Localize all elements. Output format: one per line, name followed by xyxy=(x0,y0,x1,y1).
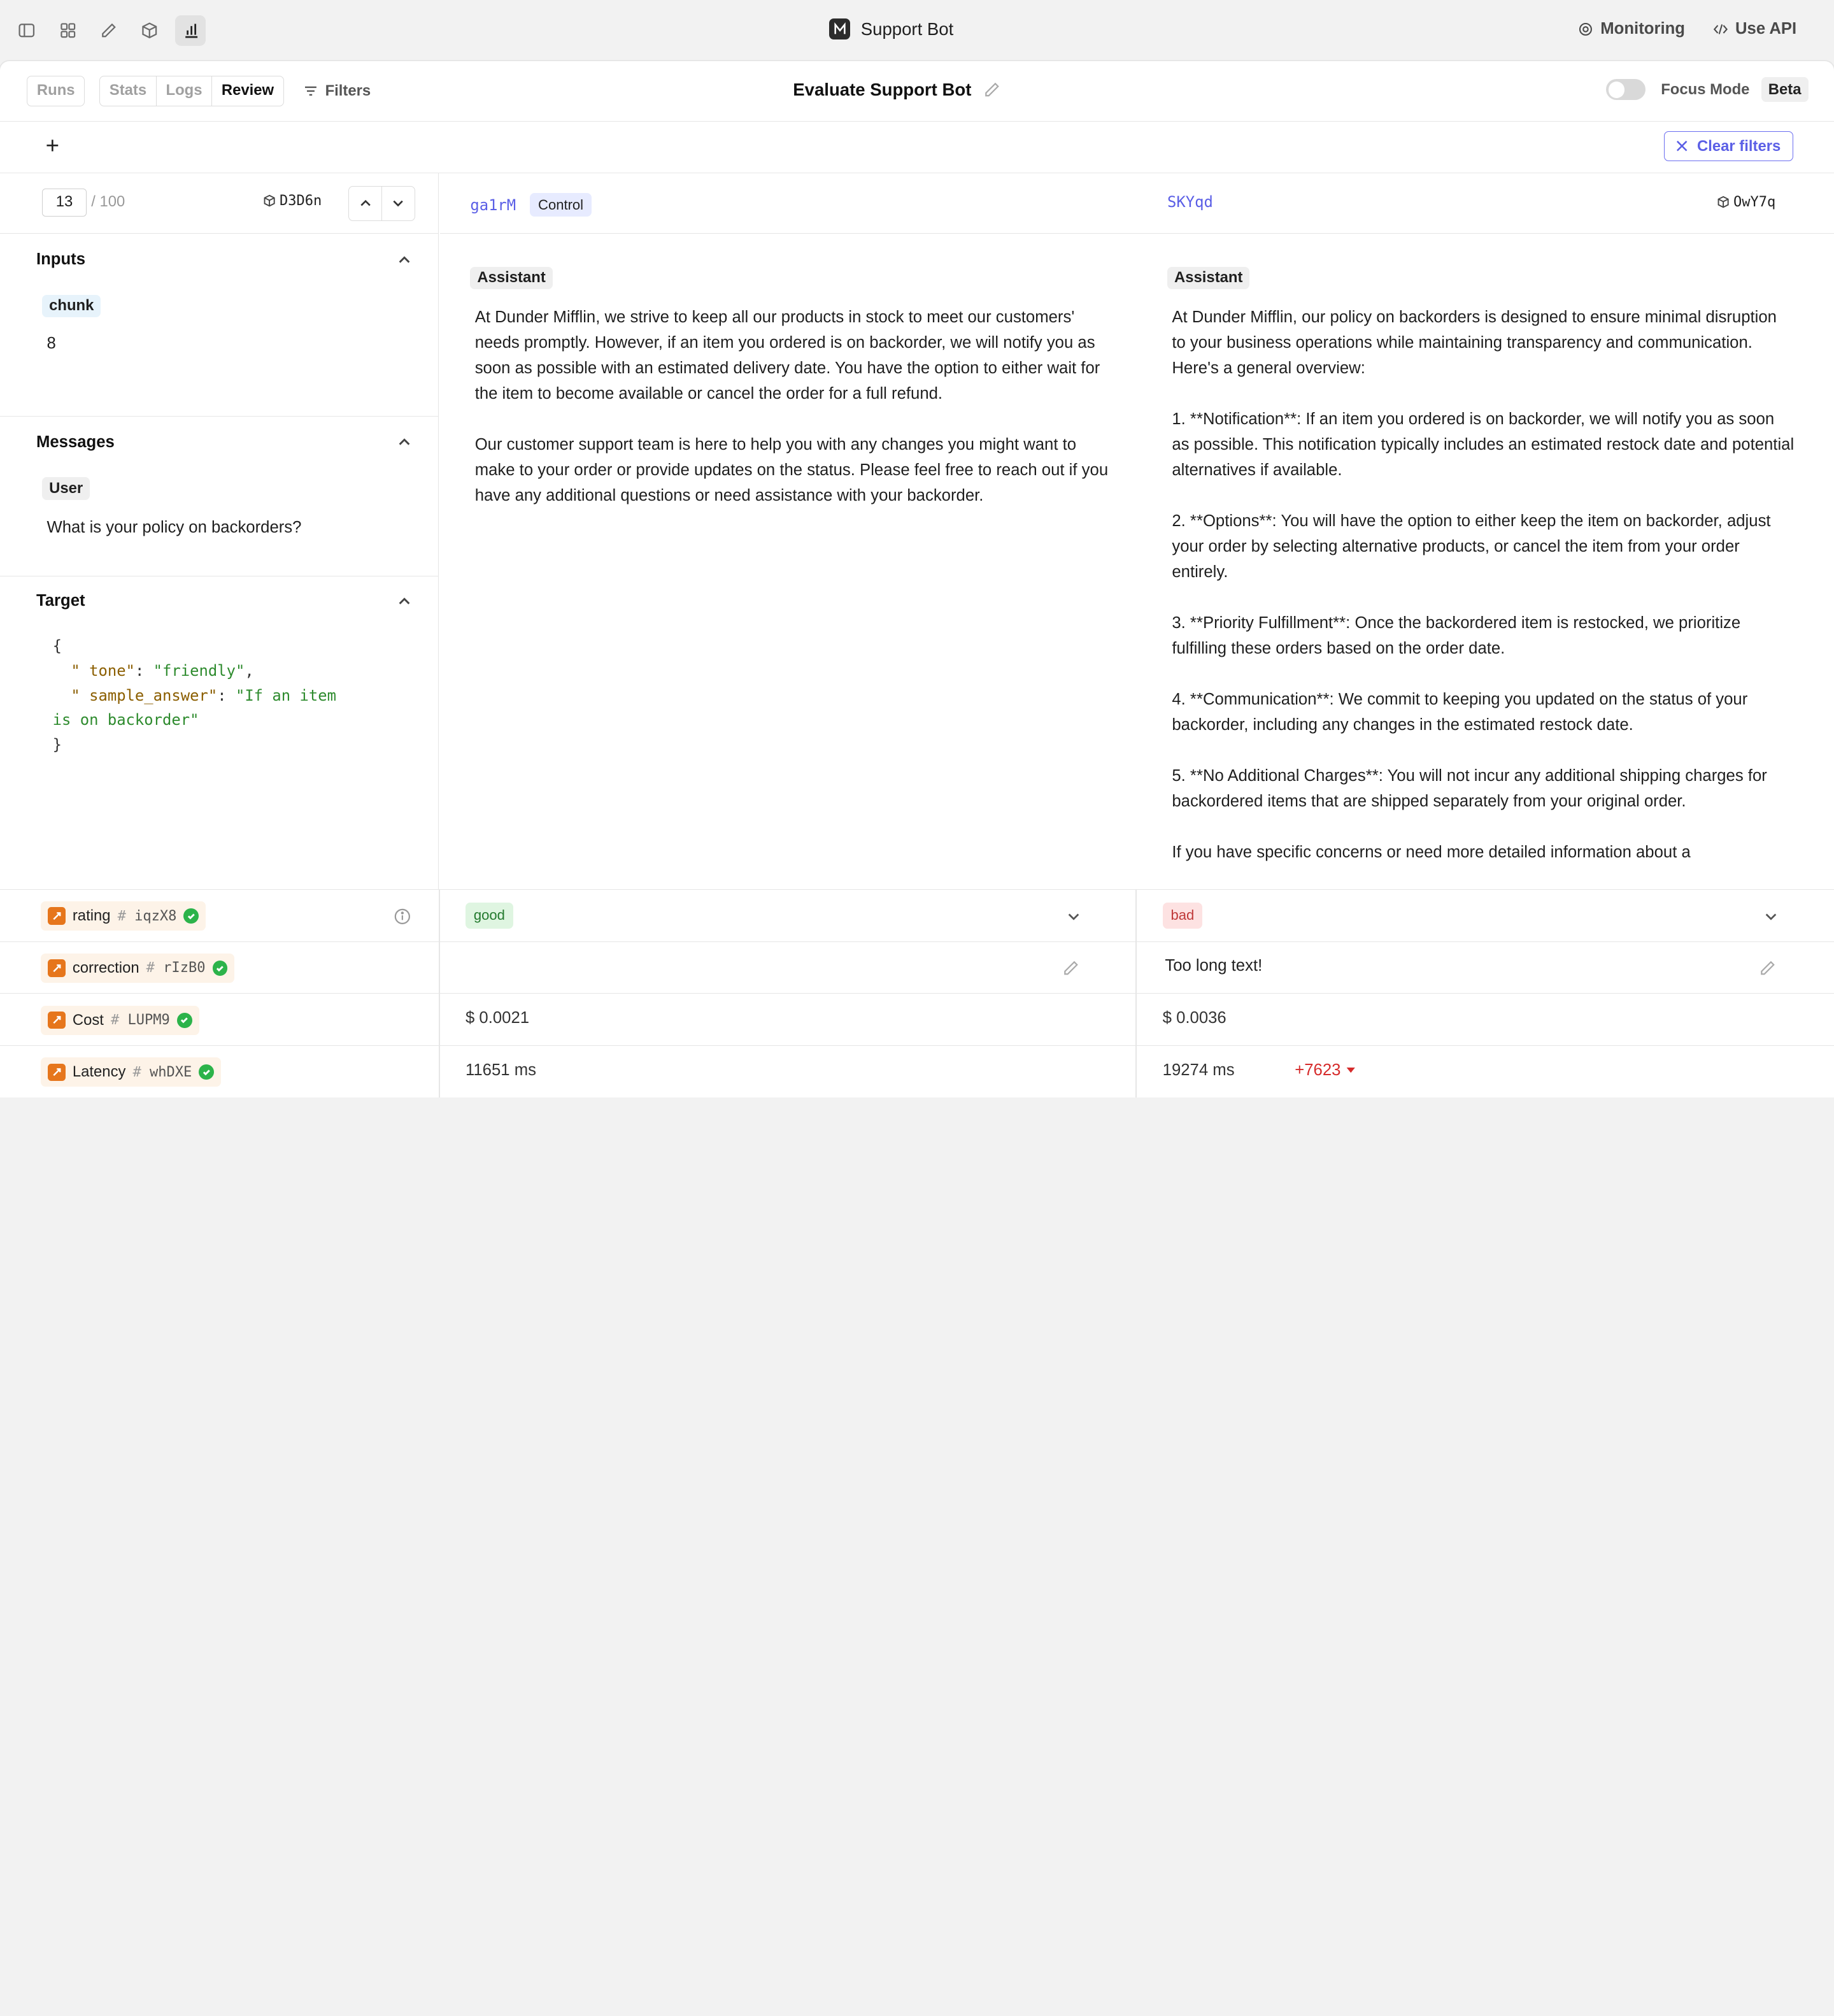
assistant-role-badge-b: Assistant xyxy=(1167,267,1249,289)
experiment-b-id[interactable]: SKYqd xyxy=(1167,193,1213,211)
previous-row-button[interactable] xyxy=(349,187,382,220)
output-a-paragraph: At Dunder Mifflin, we strive to keep all our products in stock to meet our customers' needs promptly. However, if an item you ordered is on backorder, we will notify you as soon as possible with an estimated delivery date. You have the option to either wait for the item to become available or cancel the order for a full refund. xyxy=(474,308,1100,403)
check-icon xyxy=(213,961,228,976)
add-filter-button[interactable]: + xyxy=(45,132,60,159)
control-badge: Control xyxy=(530,193,592,217)
target-json: { " tone": "friendly", " sample_answer": "If an item is on backorder" } xyxy=(52,637,336,754)
left-column xyxy=(0,173,439,889)
focus-mode-label: Focus Mode xyxy=(1661,80,1750,98)
collapse-inputs-icon[interactable] xyxy=(397,253,411,267)
edit-title-icon[interactable] xyxy=(983,81,1001,99)
page-title: Evaluate Support Bot xyxy=(793,80,1000,100)
scorer-icon xyxy=(48,907,66,925)
input-value: 8 xyxy=(46,334,56,353)
beta-badge: Beta xyxy=(1761,77,1809,102)
target-heading: Target xyxy=(36,592,85,610)
correction-value-b: Too long text! xyxy=(1165,957,1263,975)
chevron-down-icon xyxy=(392,197,404,210)
messages-heading: Messages xyxy=(36,433,115,451)
collapse-target-icon[interactable] xyxy=(397,594,411,608)
score-name-badge: correction # rIzB0 xyxy=(41,954,234,983)
message-role-badge: User xyxy=(42,477,90,499)
scorer-icon xyxy=(48,1012,66,1029)
cube-icon[interactable] xyxy=(134,15,165,46)
check-icon xyxy=(199,1064,214,1080)
chevron-up-icon xyxy=(359,197,372,210)
rating-value-b[interactable]: bad xyxy=(1163,903,1202,929)
messages-section xyxy=(0,417,438,577)
check-icon xyxy=(177,1013,192,1028)
experiment-a-header xyxy=(440,173,1137,234)
score-row-latency xyxy=(0,1045,1834,1097)
sidebar-icon[interactable] xyxy=(11,15,42,46)
output-b-paragraph: 2. **Options**: You will have the option to either keep the item on backorder, adjust your order by selecting alternative products, or cancel the item from your order entirely. xyxy=(1172,511,1771,581)
rating-value-a[interactable]: good xyxy=(466,903,513,929)
score-name-badge: Cost # LUPM9 xyxy=(41,1006,199,1035)
experiment-a-id[interactable]: ga1rM xyxy=(470,196,516,214)
view-tabs xyxy=(99,76,284,106)
tab-stats[interactable]: Stats xyxy=(100,76,157,106)
output-b-paragraph: At Dunder Mifflin, our policy on backorders is designed to ensure minimal disruption to your business operations while maintaining transparency and communication. Here's a general overview: xyxy=(1172,308,1777,377)
toolbar xyxy=(0,61,1834,122)
top-bar xyxy=(0,0,1834,61)
cost-value-b: $ 0.0036 xyxy=(1162,1009,1226,1027)
monitoring-button[interactable]: Monitoring xyxy=(1578,20,1685,38)
inputs-heading: Inputs xyxy=(36,250,86,269)
collapse-messages-icon[interactable] xyxy=(397,435,411,449)
top-right-actions xyxy=(1578,20,1796,38)
next-row-button[interactable] xyxy=(382,187,415,220)
latency-value-a: 11651 ms xyxy=(466,1061,536,1079)
main-panel xyxy=(0,61,1834,1097)
score-row-rating xyxy=(0,889,1834,941)
grid-icon[interactable] xyxy=(53,15,83,46)
caret-down-icon xyxy=(1346,1064,1356,1075)
cube-icon xyxy=(1717,196,1730,208)
gear-icon xyxy=(1578,22,1593,37)
experiment-b-row-id: OwY7q xyxy=(1717,194,1775,210)
chart-icon[interactable] xyxy=(175,15,206,46)
top-icon-group xyxy=(11,15,206,46)
output-b-paragraph: 1. **Notification**: If an item you ordered is on backorder, we will notify you as soon as possible. This notification typically includes an estimated restock date and potential alternatives if available. xyxy=(1172,410,1795,479)
output-b-paragraph: 3. **Priority Fulfillment**: Once the backordered item is restocked, we prioritize fulfilling these orders based on the order date. xyxy=(1172,614,1741,658)
pencil-icon[interactable] xyxy=(1759,959,1777,977)
input-key-badge: chunk xyxy=(42,295,101,317)
score-name-badge: Latency # whDXE xyxy=(41,1057,221,1087)
filter-bar xyxy=(0,122,1834,173)
chevron-down-icon[interactable] xyxy=(1764,910,1778,924)
output-b xyxy=(1172,304,1794,889)
output-b-paragraph: If you have specific concerns or need more detailed information about a xyxy=(1172,843,1691,862)
pencil-icon[interactable] xyxy=(1062,959,1080,977)
clear-filters-button[interactable]: Clear filters xyxy=(1664,131,1793,162)
output-a-paragraph: Our customer support team is here to help you with any changes you might want to make to your order or provide updates on the status. Please feel free to reach out if you have any additional questions or need assistance with your backorder. xyxy=(474,435,1109,504)
scorer-icon xyxy=(48,1064,66,1082)
pencil-icon[interactable] xyxy=(94,15,124,46)
page-number-input[interactable]: 13 xyxy=(42,189,87,217)
check-icon xyxy=(183,908,199,924)
tab-logs[interactable]: Logs xyxy=(157,76,212,106)
scores-table xyxy=(0,889,1834,1097)
filter-icon xyxy=(303,83,318,99)
experiment-b-header xyxy=(1137,173,1834,234)
focus-mode-toggle[interactable] xyxy=(1606,79,1646,100)
filters-button[interactable]: Filters xyxy=(303,82,371,100)
output-b-paragraph: 4. **Communication**: We commit to keeping you updated on the status of your backorder, including any changes in the estimated restock date. xyxy=(1172,690,1748,734)
latency-delta: +7623 xyxy=(1295,1061,1356,1080)
latency-value-b: 19274 ms xyxy=(1162,1061,1235,1079)
use-api-button[interactable]: Use API xyxy=(1713,20,1796,38)
assistant-role-badge-a: Assistant xyxy=(470,267,552,289)
chevron-down-icon[interactable] xyxy=(1067,910,1081,924)
row-stepper xyxy=(348,186,415,221)
app-title xyxy=(829,18,953,39)
focus-mode xyxy=(1606,77,1809,102)
score-row-correction xyxy=(0,941,1834,994)
info-icon[interactable] xyxy=(394,908,411,925)
score-name-badge: rating # iqzX8 xyxy=(41,901,206,931)
page-total: / 100 xyxy=(91,193,125,211)
output-b-paragraph: 5. **No Additional Charges**: You will not incur any additional shipping charges for backordered items that are shipped separately from your original order. xyxy=(1172,767,1767,811)
scorer-icon xyxy=(48,959,66,977)
output-a xyxy=(475,304,1121,534)
score-row-cost xyxy=(0,993,1834,1045)
app-title-text: Support Bot xyxy=(860,18,954,39)
code-icon xyxy=(1713,22,1728,37)
message-text: What is your policy on backorders? xyxy=(46,518,302,536)
cube-icon xyxy=(263,194,276,207)
close-icon xyxy=(1676,140,1688,152)
row-id: D3D6n xyxy=(263,193,322,209)
inputs-section xyxy=(0,234,438,417)
tab-review[interactable]: Review xyxy=(221,82,274,99)
runs-button[interactable]: Runs xyxy=(27,76,85,106)
cost-value-a: $ 0.0021 xyxy=(466,1009,530,1027)
row-navigator xyxy=(0,173,438,234)
app-logo-icon xyxy=(829,18,850,39)
